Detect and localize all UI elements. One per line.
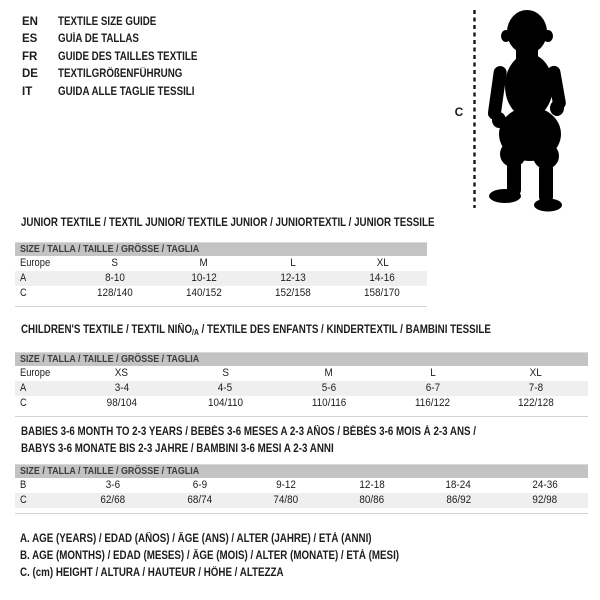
table-title: BABIES 3-6 MONTH TO 2-3 YEARS / BEBÉS 3-6 MESES A 2-3 AÑOS / BÉBÉS 3-6 MOIS À 2-3 ANS / BABYS 3-6 MONATE BIS 2-3 JAHRE / BAMBINI 3-6 MESI A 2-3 ANNI — [21, 426, 477, 455]
table-cell-text: 5-6 — [321, 382, 337, 394]
row-label-text: A — [20, 382, 27, 394]
language-row-fr — [22, 49, 222, 66]
table-cell-text: 92/98 — [532, 494, 558, 506]
language-label: GUÍA DE TALLAS — [58, 33, 139, 46]
table-row — [15, 271, 427, 286]
row-label-text: A — [20, 272, 27, 284]
row-label — [15, 493, 70, 508]
table-cell-text: 10-12 — [191, 272, 217, 284]
table-cell-text: 74/80 — [273, 494, 299, 506]
table-cell — [249, 286, 338, 301]
table-cell-text: 110/116 — [311, 397, 347, 409]
row-label-text: C — [20, 287, 27, 299]
table-row — [15, 286, 427, 301]
row-label — [15, 256, 70, 271]
table-cell-text: 122/128 — [518, 397, 555, 409]
table-cell-text: M — [324, 367, 334, 379]
table-cell-text: 3-6 — [105, 479, 121, 491]
table-rows — [15, 366, 588, 417]
table-cell-text: 6-7 — [425, 382, 440, 394]
table-cell-text: 158/170 — [364, 287, 401, 299]
table-cell-text: 4-5 — [218, 382, 233, 394]
table-cell-text: 86/92 — [446, 494, 471, 506]
row-label — [15, 286, 70, 301]
table-cell — [70, 478, 156, 493]
table-cell — [249, 271, 338, 286]
footnote-age-months: B. AGE (MONTHS) / EDAD (MESES) / ÂGE (MOIS) / ALTER (MONATE) / ETÀ (MESI) — [20, 550, 400, 562]
table-cell — [502, 493, 588, 508]
row-label-text: Europe — [20, 257, 51, 269]
size-header-bar: SIZE / TALLA / TAILLE / GRÖSSE / TAGLIA — [15, 242, 427, 256]
language-label: TEXTILGRÖßENFÜHRUNG — [58, 68, 183, 81]
row-label-text: B — [20, 479, 27, 491]
table-cell-text: 116/122 — [415, 397, 451, 409]
table-cell — [243, 493, 329, 508]
table-cell-text: 104/110 — [207, 397, 243, 409]
table-cell — [381, 381, 485, 396]
babies-size-table — [15, 424, 588, 514]
language-legend — [22, 14, 222, 101]
table-cell — [159, 256, 248, 271]
table-cell — [159, 286, 248, 301]
table-cell-text: 80/86 — [359, 494, 385, 506]
table-cell — [174, 381, 278, 396]
table-cell — [329, 478, 415, 493]
table-cell-text: 152/158 — [275, 287, 312, 299]
table-cell-text: 8-10 — [104, 272, 125, 284]
table-cell — [329, 493, 415, 508]
row-label — [15, 271, 70, 286]
table-cell-text: 128/140 — [96, 287, 133, 299]
children-size-table — [15, 322, 588, 417]
table-cell-text: XL — [376, 257, 389, 269]
table-cell — [277, 396, 381, 411]
table-cell — [338, 271, 427, 286]
language-label: TEXTILE SIZE GUIDE — [58, 16, 157, 28]
title-subscript: /A — [192, 328, 199, 337]
language-code: FR — [22, 50, 38, 63]
language-label: GUIDE DES TAILLES TEXTILE — [58, 50, 198, 63]
table-cell-text: L — [290, 257, 296, 269]
language-code: EN — [22, 16, 38, 28]
table-cell-text: 62/68 — [100, 494, 126, 506]
table-cell — [70, 493, 156, 508]
language-label: GUIDA ALLE TAGLIE TESSILI — [58, 85, 195, 98]
table-cell — [338, 286, 427, 301]
row-label-text: C — [20, 397, 27, 409]
footnote-age-years: A. AGE (YEARS) / EDAD (AÑOS) / ÂGE (ANS) / ALTER (JAHRE) / ETÀ (ANNI) — [20, 533, 372, 545]
table-cell — [70, 381, 174, 396]
table-cell-text: 68/74 — [187, 494, 212, 506]
table-row — [15, 493, 588, 508]
table-cell — [484, 396, 588, 411]
table-cell-text: 18-24 — [445, 479, 472, 491]
row-label — [15, 381, 70, 396]
table-cell — [277, 366, 381, 381]
table-row — [15, 381, 588, 396]
table-cell — [70, 286, 159, 301]
table-cell-text: 12-13 — [280, 272, 306, 284]
language-row-it — [22, 84, 222, 101]
table-cell — [174, 366, 278, 381]
table-cell — [159, 271, 248, 286]
table-cell-text: 7-8 — [529, 382, 544, 394]
table-cell — [243, 478, 329, 493]
table-cell — [415, 493, 501, 508]
size-header-bar: SIZE / TALLA / TAILLE / GRÖSSE / TAGLIA — [15, 352, 588, 366]
row-label — [15, 478, 70, 493]
row-label-text: Europe — [20, 367, 51, 379]
table-cell — [174, 396, 278, 411]
table-cell-text: 9-12 — [275, 479, 296, 491]
table-cell — [277, 381, 381, 396]
table-cell-text: 140/152 — [185, 287, 222, 299]
table-cell-text: 12-18 — [359, 479, 385, 491]
size-header-bar: SIZE / TALLA / TAILLE / GRÖSSE / TAGLIA — [15, 464, 588, 478]
table-cell — [70, 396, 174, 411]
table-cell — [338, 256, 427, 271]
table-title: CHILDREN'S TEXTILE / TEXTIL $NIÑO_{/A}$ / TEXTILE DES ENFANTS / KINDERTEXTIL / BAMBINI TESSILE — [21, 324, 491, 337]
row-label — [15, 396, 70, 411]
table-rows — [15, 256, 427, 307]
table-row — [15, 256, 427, 271]
table-cell — [70, 271, 159, 286]
table-row — [15, 478, 588, 493]
row-label — [15, 366, 70, 381]
table-cell — [156, 478, 242, 493]
row-label-text: C — [20, 494, 27, 506]
table-cell-text: L — [429, 367, 436, 379]
language-code: ES — [22, 33, 38, 46]
language-code: IT — [22, 85, 33, 98]
footnote-height-cm: C. (cm) HEIGHT / ALTURA / HAUTEUR / HÖHE / ALTEZZA — [20, 567, 284, 579]
language-row-en — [22, 14, 222, 31]
language-row-es — [22, 31, 222, 48]
language-code: DE — [22, 68, 38, 81]
footnotes — [20, 531, 466, 582]
table-cell — [484, 381, 588, 396]
table-rows — [15, 478, 588, 514]
table-cell — [484, 366, 588, 381]
table-cell-text: 14-16 — [369, 272, 396, 284]
table-row — [15, 396, 588, 411]
table-cell — [381, 396, 485, 411]
table-cell — [70, 366, 174, 381]
table-cell — [415, 478, 501, 493]
table-cell — [156, 493, 242, 508]
table-cell-text: 3-4 — [114, 382, 129, 394]
toddler-silhouette-icon — [486, 8, 578, 212]
table-title: JUNIOR TEXTILE / TEXTIL JUNIOR/ TEXTILE JUNIOR / JUNIORTEXTIL / JUNIOR TESSILE — [21, 217, 435, 229]
table-cell-text: S — [111, 257, 118, 269]
height-measure-dashed-line — [472, 10, 477, 208]
table-cell — [249, 256, 338, 271]
table-cell-text: 6-9 — [192, 479, 207, 491]
height-measure-label: C — [454, 105, 464, 119]
table-cell-text: XL — [530, 367, 543, 379]
junior-size-table — [15, 215, 435, 307]
table-row — [15, 366, 588, 381]
language-row-de — [22, 66, 222, 83]
table-cell-text: M — [199, 257, 208, 269]
table-cell-text: XS — [115, 367, 129, 379]
table-cell-text: 24-36 — [532, 479, 558, 491]
table-cell-text: S — [222, 367, 229, 379]
table-cell — [502, 478, 588, 493]
table-cell — [70, 256, 159, 271]
table-cell-text: 98/104 — [106, 397, 137, 409]
table-cell — [381, 366, 485, 381]
